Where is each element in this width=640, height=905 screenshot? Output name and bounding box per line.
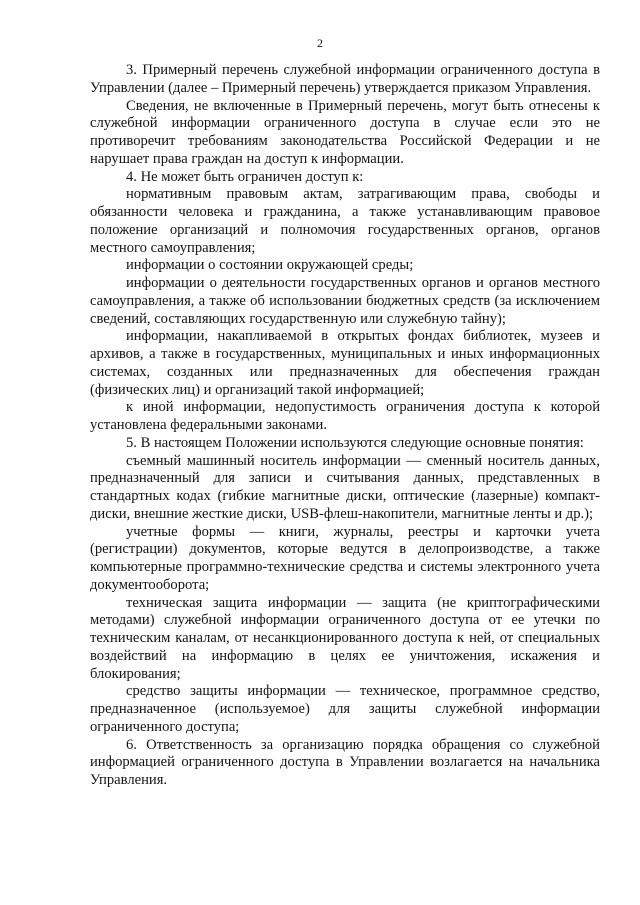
clause-4-item-other: к иной информации, недопустимость ограничения доступа к которой установлена федеральными законами. [90,399,600,433]
clause-3-paragraph: 3. Примерный перечень служебной информации ограниченного доступа в Управлении (далее – Примерный перечень) утверждается приказом Управления. [90,62,600,96]
document-body [90,62,600,790]
clause-4-item-open-funds: информации, накапливаемой в открытых фондах библиотек, музеев и архивов, а также в государственных, муниципальных и иных информационных системах, созданных или предназначенных для обеспечения граждан (физических лиц) и организаций такой информацией; [90,328,600,398]
clause-3-note-paragraph: Сведения, не включенные в Примерный перечень, могут быть отнесены к служебной информации ограниченного доступа в случае если это не противоречит требованиям законодательства Российской Федерации и не нарушает права граждан на доступ к информации. [90,97,600,167]
clause-4-item-environment: информации о состоянии окружающей среды; [126,257,414,274]
clause-5-paragraph: 5. В настоящем Положении используются следующие основные понятия: [126,434,584,451]
clause-4-paragraph: 4. Не может быть ограничен доступ к: [126,168,364,185]
definition-technical-protection: техническая защита информации — защита (не криптографическими методами) служебной информации ограниченного доступа от ее утечки по техническим каналам, от несанкционированного доступа к ней, от специальных воздействий на информацию в целях ее уничтожения, искажения и блокирования; [90,594,600,682]
clause-4-item-government-activity: информации о деятельности государственных органов и органов местного самоуправления, а также об использовании бюджетных средств (за исключением сведений, составляющих государственную или служебную тайну); [90,275,600,327]
definition-protection-means: средство защиты информации — техническое, программное средство, предназначенное (используемое) для защиты служебной информации ограниченного доступа; [90,683,600,735]
page-number: 2 [317,36,323,50]
definition-accounting-forms: учетные формы — книги, журналы, реестры и карточки учета (регистрации) документов, которые ведутся в делопроизводстве, а также компьютерные программно-технические средства и системы электронного учета документооборота; [90,523,600,593]
clause-6-paragraph: 6. Ответственность за организацию порядка обращения со служебной информацией ограниченного доступа в Управлении возлагается на начальника Управления. [90,736,600,788]
clause-4-item-normative-acts: нормативным правовым актам, затрагивающим права, свободы и обязанности человека и гражданина, а также устанавливающим правовое положение организаций и полномочия государственных органов, органов местного самоуправления; [90,186,600,256]
definition-removable-media: съемный машинный носитель информации — сменный носитель данных, предназначенный для записи и считывания данных, представленных в стандартных кодах (гибкие магнитные диски, оптические (лазерные) компакт-диски, внешние жесткие диски, USB-флеш-накопители, магнитные ленты и др.); [90,452,600,522]
